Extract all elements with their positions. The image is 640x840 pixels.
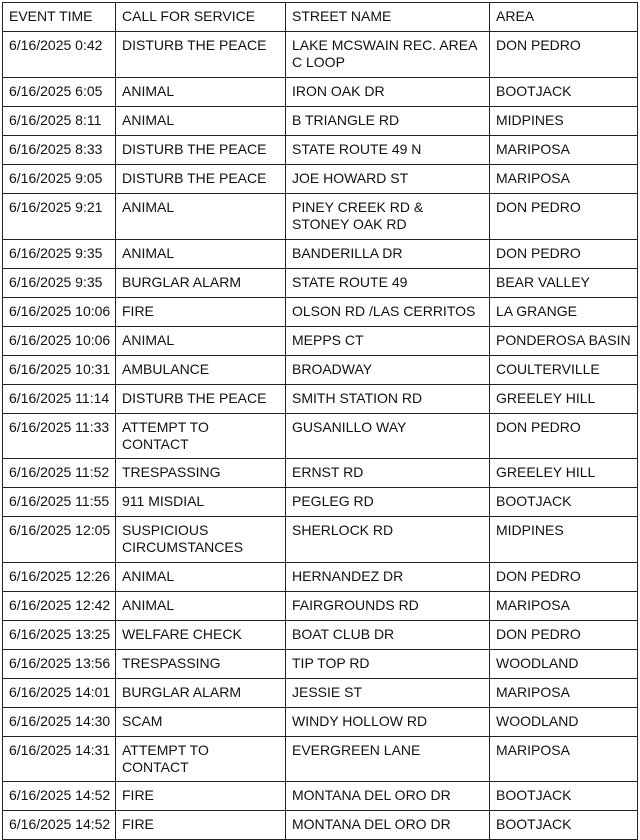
table-row — [3, 298, 638, 327]
cell-area: MIDPINES — [490, 107, 638, 136]
cell-area: MARIPOSA — [490, 165, 638, 194]
table-row — [3, 414, 638, 459]
cell-call-for-service: ANIMAL — [116, 194, 286, 240]
call-log-body — [3, 3, 638, 840]
cell-area: MIDPINES — [490, 517, 638, 563]
cell-call-for-service: TRESPASSING — [116, 459, 286, 488]
header-area: AREA — [490, 3, 638, 32]
cell-street-name: EVERGREEN LANE — [286, 737, 490, 782]
table-row — [3, 488, 638, 517]
cell-call-for-service: DISTURB THE PEACE — [116, 136, 286, 165]
table-row — [3, 592, 638, 621]
cell-event-time: 6/16/2025 6:05 — [3, 78, 116, 107]
cell-event-time: 6/16/2025 8:33 — [3, 136, 116, 165]
cell-call-for-service: ANIMAL — [116, 327, 286, 356]
cell-street-name: BROADWAY — [286, 356, 490, 385]
cell-area: BEAR VALLEY — [490, 269, 638, 298]
cell-call-for-service: AMBULANCE — [116, 356, 286, 385]
table-row — [3, 136, 638, 165]
cell-call-for-service: FIRE — [116, 782, 286, 811]
cell-call-for-service: ANIMAL — [116, 240, 286, 269]
cell-call-for-service: SCAM — [116, 708, 286, 737]
cell-event-time: 6/16/2025 14:52 — [3, 811, 116, 840]
cell-event-time: 6/16/2025 9:35 — [3, 269, 116, 298]
table-row — [3, 650, 638, 679]
cell-street-name: IRON OAK DR — [286, 78, 490, 107]
cell-call-for-service: FIRE — [116, 811, 286, 840]
cell-street-name: B TRIANGLE RD — [286, 107, 490, 136]
cell-call-for-service: FIRE — [116, 298, 286, 327]
cell-event-time: 6/16/2025 11:33 — [3, 414, 116, 459]
cell-area: GREELEY HILL — [490, 385, 638, 414]
cell-street-name: GUSANILLO WAY — [286, 414, 490, 459]
cell-event-time: 6/16/2025 14:30 — [3, 708, 116, 737]
cell-street-name: PEGLEG RD — [286, 488, 490, 517]
cell-area: DON PEDRO — [490, 32, 638, 78]
cell-street-name: MONTANA DEL ORO DR — [286, 811, 490, 840]
cell-street-name: TIP TOP RD — [286, 650, 490, 679]
cell-area: DON PEDRO — [490, 414, 638, 459]
cell-event-time: 6/16/2025 11:52 — [3, 459, 116, 488]
cell-event-time: 6/16/2025 0:42 — [3, 32, 116, 78]
table-row — [3, 679, 638, 708]
cell-area: DON PEDRO — [490, 563, 638, 592]
cell-area: PONDEROSA BASIN — [490, 327, 638, 356]
cell-call-for-service: DISTURB THE PEACE — [116, 32, 286, 78]
cell-street-name: BANDERILLA DR — [286, 240, 490, 269]
table-row — [3, 517, 638, 563]
cell-call-for-service: WELFARE CHECK — [116, 621, 286, 650]
cell-street-name: FAIRGROUNDS RD — [286, 592, 490, 621]
table-row — [3, 32, 638, 78]
header-street-name: STREET NAME — [286, 3, 490, 32]
cell-event-time: 6/16/2025 11:55 — [3, 488, 116, 517]
cell-street-name: HERNANDEZ DR — [286, 563, 490, 592]
cell-call-for-service: ANIMAL — [116, 78, 286, 107]
cell-event-time: 6/16/2025 14:52 — [3, 782, 116, 811]
cell-street-name: JESSIE ST — [286, 679, 490, 708]
table-row — [3, 621, 638, 650]
cell-street-name: SMITH STATION RD — [286, 385, 490, 414]
cell-street-name: JOE HOWARD ST — [286, 165, 490, 194]
table-row — [3, 459, 638, 488]
cell-area: COULTERVILLE — [490, 356, 638, 385]
cell-event-time: 6/16/2025 12:26 — [3, 563, 116, 592]
cell-street-name: WINDY HOLLOW RD — [286, 708, 490, 737]
cell-call-for-service: TRESPASSING — [116, 650, 286, 679]
table-row — [3, 327, 638, 356]
cell-street-name: SHERLOCK RD — [286, 517, 490, 563]
cell-street-name: OLSON RD /LAS CERRITOS — [286, 298, 490, 327]
cell-area: BOOTJACK — [490, 488, 638, 517]
cell-call-for-service: ATTEMPT TO CONTACT — [116, 737, 286, 782]
cell-call-for-service: ANIMAL — [116, 592, 286, 621]
header-call-for-service: CALL FOR SERVICE — [116, 3, 286, 32]
cell-area: BOOTJACK — [490, 782, 638, 811]
cell-call-for-service: BURGLAR ALARM — [116, 679, 286, 708]
cell-event-time: 6/16/2025 12:42 — [3, 592, 116, 621]
table-row — [3, 385, 638, 414]
cell-area: DON PEDRO — [490, 621, 638, 650]
cell-event-time: 6/16/2025 13:25 — [3, 621, 116, 650]
cell-event-time: 6/16/2025 14:01 — [3, 679, 116, 708]
table-row — [3, 107, 638, 136]
cell-area: BOOTJACK — [490, 811, 638, 840]
cell-call-for-service: ATTEMPT TO CONTACT — [116, 414, 286, 459]
cell-street-name: STATE ROUTE 49 — [286, 269, 490, 298]
cell-event-time: 6/16/2025 10:06 — [3, 298, 116, 327]
cell-street-name: MONTANA DEL ORO DR — [286, 782, 490, 811]
table-row — [3, 240, 638, 269]
cell-street-name: MEPPS CT — [286, 327, 490, 356]
cell-area: MARIPOSA — [490, 592, 638, 621]
table-row — [3, 782, 638, 811]
cell-call-for-service: DISTURB THE PEACE — [116, 385, 286, 414]
cell-area: MARIPOSA — [490, 679, 638, 708]
cell-event-time: 6/16/2025 9:21 — [3, 194, 116, 240]
cell-street-name: PINEY CREEK RD & STONEY OAK RD — [286, 194, 490, 240]
table-row — [3, 78, 638, 107]
cell-call-for-service: SUSPICIOUS CIRCUMSTANCES — [116, 517, 286, 563]
cell-area: LA GRANGE — [490, 298, 638, 327]
cell-call-for-service: ANIMAL — [116, 107, 286, 136]
cell-area: DON PEDRO — [490, 194, 638, 240]
cell-area: GREELEY HILL — [490, 459, 638, 488]
cell-event-time: 6/16/2025 8:11 — [3, 107, 116, 136]
table-row — [3, 563, 638, 592]
table-row — [3, 269, 638, 298]
cell-street-name: LAKE MCSWAIN REC. AREA C LOOP — [286, 32, 490, 78]
table-row — [3, 194, 638, 240]
cell-area: WOODLAND — [490, 650, 638, 679]
cell-area: BOOTJACK — [490, 78, 638, 107]
cell-street-name: BOAT CLUB DR — [286, 621, 490, 650]
table-row — [3, 708, 638, 737]
cell-area: MARIPOSA — [490, 737, 638, 782]
cell-event-time: 6/16/2025 11:14 — [3, 385, 116, 414]
cell-area: WOODLAND — [490, 708, 638, 737]
cell-event-time: 6/16/2025 10:31 — [3, 356, 116, 385]
table-row — [3, 737, 638, 782]
header-event-time: EVENT TIME — [3, 3, 116, 32]
cell-call-for-service: DISTURB THE PEACE — [116, 165, 286, 194]
cell-event-time: 6/16/2025 14:31 — [3, 737, 116, 782]
cell-call-for-service: BURGLAR ALARM — [116, 269, 286, 298]
table-row — [3, 356, 638, 385]
call-log-table — [2, 2, 638, 840]
cell-event-time: 6/16/2025 9:05 — [3, 165, 116, 194]
cell-event-time: 6/16/2025 10:06 — [3, 327, 116, 356]
cell-area: MARIPOSA — [490, 136, 638, 165]
table-row — [3, 165, 638, 194]
cell-call-for-service: ANIMAL — [116, 563, 286, 592]
table-row — [3, 811, 638, 840]
cell-call-for-service: 911 MISDIAL — [116, 488, 286, 517]
cell-street-name: STATE ROUTE 49 N — [286, 136, 490, 165]
cell-street-name: ERNST RD — [286, 459, 490, 488]
cell-event-time: 6/16/2025 13:56 — [3, 650, 116, 679]
cell-area: DON PEDRO — [490, 240, 638, 269]
cell-event-time: 6/16/2025 9:35 — [3, 240, 116, 269]
table-header-row — [3, 3, 638, 32]
cell-event-time: 6/16/2025 12:05 — [3, 517, 116, 563]
